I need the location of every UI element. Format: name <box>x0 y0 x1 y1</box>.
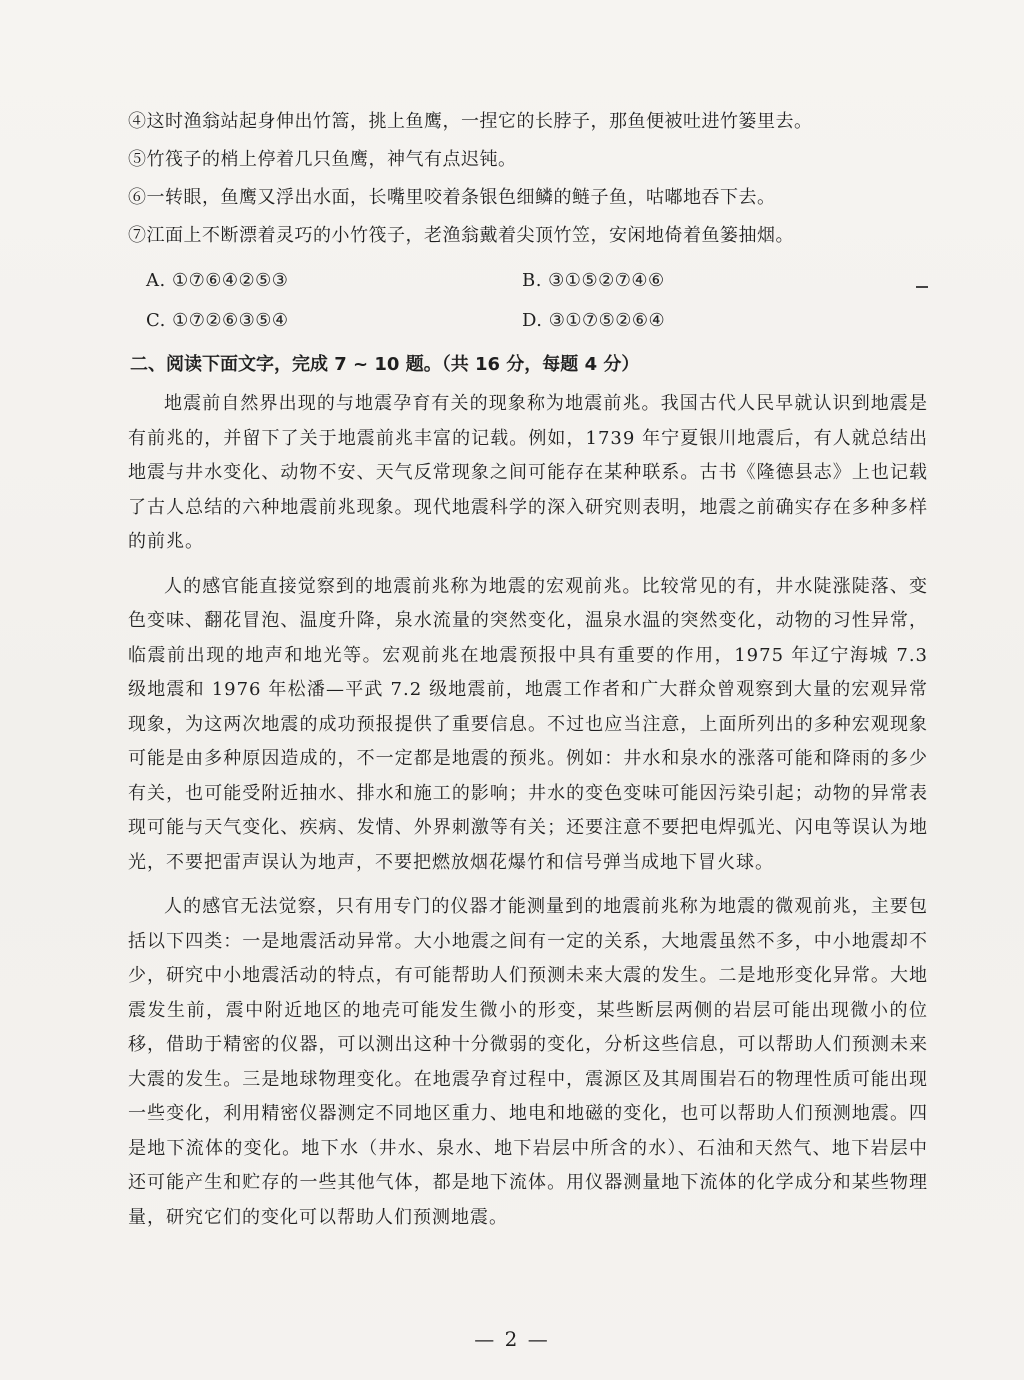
paragraph-2: 人的感官能直接觉察到的地震前兆称为地震的宏观前兆。比较常见的有，井水陡涨陡落、变色变味、翻花冒泡、温度升降，泉水流量的突然变化，温泉水温的突然变化，动物的习性异常，临震前出现的地声和地光等。宏观前兆在地震预报中具有重要的作用，1975 年辽宁海城 7.3 级地震和 1976 年松潘—平武 7.2 级地震前，地震工作者和广大群众曾观察到大量的宏观异常现象，为这两次地震的成功预报提供了重要信息。不过也应当注意，上面所列出的多种宏观现象可能是由多种原因造成的，不一定都是地震的预兆。例如：井水和泉水的涨落可能和降雨的多少有关，也可能受附近抽水、排水和施工的影响；井水的变色变味可能因污染引起；动物的异常表现可能与天气变化、疾病、发情、外界刺激等有关；还要注意不要把电焊弧光、闪电等误认为地光，不要把雷声误认为地声，不要把燃放烟花爆竹和信号弹当成地下冒火球。 <box>128 575 928 873</box>
answer-options-row-2 <box>128 309 928 333</box>
sentence-item-7: ⑦江面上不断漂着灵巧的小竹筏子，老渔翁戴着尖顶竹笠，安闲地倚着鱼篓抽烟。 <box>128 225 794 246</box>
option-d: D. ③①⑦⑤②⑥④ <box>522 310 666 331</box>
page-number: — 2 — <box>474 1327 550 1351</box>
paragraph-1: 地震前自然界出现的与地震孕育有关的现象称为地震前兆。我国古代人民早就认识到地震是有前兆的，并留下了关于地震前兆丰富的记载。例如，1739 年宁夏银川地震后，有人就总结出地震与井水变化、动物不安、天气反常现象之间可能存在某种联系。古书《隆德县志》上也记载了古人总结的六种地震前兆现象。现代地震科学的深入研究则表明，地震之前确实存在多种多样的前兆。 <box>128 393 928 552</box>
answer-options-row-1 <box>128 269 928 293</box>
sentence-item-4: ④这时渔翁站起身伸出竹篙，挑上鱼鹰，一捏它的长脖子，那鱼便被吐进竹篓里去。 <box>128 111 813 132</box>
sentence-item-5: ⑤竹筏子的梢上停着几只鱼鹰，神气有点迟钝。 <box>128 149 517 170</box>
paragraph-3: 人的感官无法觉察，只有用专门的仪器才能测量到的地震前兆称为地震的微观前兆，主要包括以下四类：一是地震活动异常。大小地震之间有一定的关系，大地震虽然不多，中小地震却不少，研究中小地震活动的特点，有可能帮助人们预测未来大震的发生。二是地形变化异常。大地震发生前，震中附近地区的地壳可能发生微小的形变，某些断层两侧的岩层可能出现微小的位移，借助于精密的仪器，可以测出这种十分微弱的变化，分析这些信息，可以帮助人们预测未来大震的发生。三是地球物理变化。在地震孕育过程中，震源区及其周围岩石的物理性质可能出现一些变化，利用精密仪器测定不同地区重力、地电和地磁的变化，也可以帮助人们预测地震。四是地下流体的变化。地下水（井水、泉水、地下岩层中所含的水）、石油和天然气、地下岩层中还可能产生和贮存的一些其他气体，都是地下流体。用仪器测量地下流体的化学成分和某些物理量，研究它们的变化可以帮助人们预测地震。 <box>128 896 928 1228</box>
page-content <box>128 110 928 1235</box>
option-a: A. ①⑦⑥④②⑤③ <box>146 270 289 291</box>
option-b: B. ③①⑤②⑦④⑥ <box>522 270 665 291</box>
sentence-list <box>128 110 928 248</box>
sentence-item-6: ⑥一转眼，鱼鹰又浮出水面，长嘴里咬着条银色细鳞的鲢子鱼，咕嘟地吞下去。 <box>128 187 776 208</box>
section-title: 二、阅读下面文字，完成 7 ~ 10 题。（共 16 分，每题 4 分） <box>130 354 640 375</box>
option-c: C. ①⑦②⑥③⑤④ <box>146 310 289 331</box>
